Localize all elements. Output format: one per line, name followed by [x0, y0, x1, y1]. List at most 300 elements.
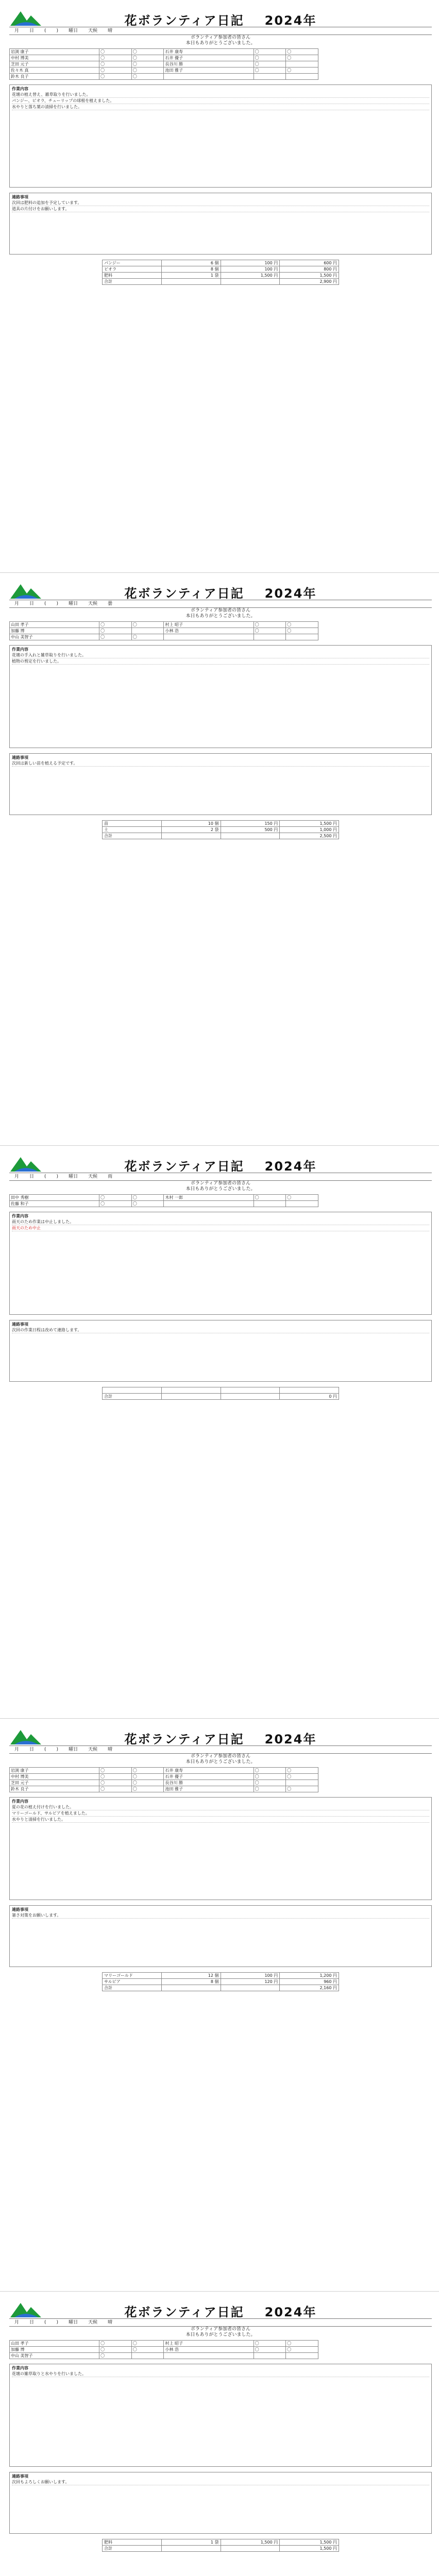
- date-bar-cell: (: [44, 1747, 46, 1752]
- date-bar-cell: 晴: [108, 28, 113, 33]
- date-bar: [9, 1173, 432, 1181]
- subheading: [87, 1181, 354, 1192]
- table-cell: 〇: [286, 622, 318, 628]
- date-bar-cell: 曇: [108, 601, 113, 606]
- expense-cell: マリーゴールド: [103, 1973, 162, 1979]
- table-cell: [164, 1201, 254, 1207]
- table-cell: 〇: [131, 1768, 164, 1774]
- table-row: [10, 74, 318, 80]
- date-bar-cell: (: [44, 1174, 46, 1179]
- expense-cell: 1,500 円: [221, 273, 280, 279]
- table-cell: 〇: [254, 2341, 286, 2347]
- table-cell: 〇: [254, 61, 286, 67]
- table-cell: 〇: [99, 1780, 132, 1786]
- member-table: [9, 1767, 318, 1792]
- table-cell: 〇: [254, 67, 286, 74]
- subheading: [87, 35, 354, 46]
- table-cell: 〇: [254, 622, 286, 628]
- expense-row: [103, 2539, 339, 2546]
- table-cell: 中村 博美: [10, 55, 99, 61]
- note-header: 連絡事項: [12, 1322, 28, 1327]
- expense-row: [103, 1979, 339, 1985]
- table-cell: 〇: [254, 49, 286, 55]
- date-bar-cell: 日: [29, 1174, 35, 1179]
- expense-row: [103, 827, 339, 833]
- title-text: 花ボランティア日記: [124, 2305, 244, 2319]
- page-inner: [9, 1151, 432, 1714]
- date-bar-cell: ): [56, 1174, 59, 1179]
- table-row: [10, 61, 318, 67]
- table-cell: 〇: [99, 49, 132, 55]
- diary-page: [0, 1719, 439, 2292]
- table-cell: 〇: [99, 2353, 132, 2359]
- expense-cell: 6 個: [161, 260, 221, 266]
- table-cell: 〇: [131, 1201, 164, 1207]
- table-row: [10, 622, 318, 628]
- table-cell: 〇: [131, 1786, 164, 1792]
- note-box: [9, 1905, 432, 1967]
- table-cell: [286, 2353, 318, 2359]
- note-box: [9, 2472, 432, 2534]
- note-line: 次回は肥料の追加を予定しています。: [12, 200, 429, 206]
- expense-cell: [161, 279, 221, 285]
- date-bar-cell: 曜日: [69, 1174, 78, 1179]
- expense-grid: [102, 820, 339, 839]
- title-year: 2024年: [264, 13, 317, 28]
- table-cell: 木村 一郎: [164, 1195, 254, 1201]
- subheading-line: 本日もありがとうございました。: [185, 614, 256, 619]
- page-inner: [9, 578, 432, 1141]
- table-row: [10, 2353, 318, 2359]
- table-row: [10, 1774, 318, 1780]
- date-bar-cell: 曜日: [69, 2320, 78, 2325]
- table-cell: 〇: [99, 55, 132, 61]
- table-cell: 〇: [99, 1195, 132, 1201]
- expense-cell: 120 円: [221, 1979, 280, 1985]
- table-row: [10, 628, 318, 634]
- table-cell: 佐藤 和子: [10, 1201, 99, 1207]
- work-line: 花壇の雑草取りと水やりを行いました。: [12, 2371, 429, 2377]
- date-bar-cell: 日: [29, 28, 35, 33]
- table-cell: 〇: [131, 1780, 164, 1786]
- table-row: [10, 1201, 318, 1207]
- date-bar-cell: (: [44, 28, 46, 33]
- subheading: [87, 1754, 354, 1765]
- table-cell: 岩渕 康子: [10, 49, 99, 55]
- table-cell: 村上 昭子: [164, 2341, 254, 2347]
- table-cell: 〇: [99, 1786, 132, 1792]
- date-bar-cell: ): [56, 601, 59, 606]
- title-year: 2024年: [264, 1159, 317, 1174]
- table-cell: 〇: [131, 634, 164, 640]
- note-box: [9, 753, 432, 815]
- date-bar-cell: 月: [14, 28, 20, 33]
- expense-row: [103, 266, 339, 273]
- table-cell: 中山 美智子: [10, 634, 99, 640]
- date-bar-cell: 曜日: [69, 28, 78, 33]
- table-cell: 〇: [131, 2341, 164, 2347]
- subheading-line: ボランティア参加者の皆さん: [190, 1181, 251, 1186]
- table-cell: 長谷川 勝: [164, 61, 254, 67]
- expense-cell: [161, 2546, 221, 2552]
- table-cell: [254, 634, 286, 640]
- table-cell: 〇: [286, 2347, 318, 2353]
- work-line: 花壇の手入れと雑草取りを行いました。: [12, 652, 429, 658]
- subheading-line: 本日もありがとうございました。: [185, 2332, 256, 2337]
- table-cell: 〇: [131, 67, 164, 74]
- table-row: [10, 1195, 318, 1201]
- expense-cell: 合計: [103, 1985, 162, 1991]
- table-row: [10, 634, 318, 640]
- date-bar: [9, 1745, 432, 1754]
- table-cell: [164, 2353, 254, 2359]
- date-bar-cell: 月: [14, 1174, 20, 1179]
- date-bar-cell: 天候: [88, 28, 98, 33]
- table-row: [10, 1768, 318, 1774]
- expense-cell: 8 個: [161, 266, 221, 273]
- table-cell: 〇: [254, 1768, 286, 1774]
- work-header: 作業内容: [12, 647, 28, 652]
- expense-grid: [102, 1972, 339, 1991]
- expense-cell: 1,500 円: [280, 2539, 339, 2546]
- expense-grid: [102, 2539, 339, 2552]
- date-bar-cell: (: [44, 2320, 46, 2325]
- note-box: [9, 193, 432, 255]
- table-cell: 〇: [99, 1201, 132, 1207]
- subheading-line: 本日もありがとうございました。: [185, 1187, 256, 1192]
- date-bar-cell: 日: [29, 2320, 35, 2325]
- expense-row: [103, 833, 339, 839]
- table-cell: 石井 優子: [164, 55, 254, 61]
- expense-row: [103, 279, 339, 285]
- note-header: 連絡事項: [12, 1907, 28, 1912]
- table-cell: 〇: [99, 74, 132, 80]
- table-cell: 〇: [131, 2347, 164, 2353]
- expense-row: [103, 821, 339, 827]
- expense-cell: [221, 1387, 280, 1394]
- member-table: [9, 1194, 318, 1207]
- expense-table: [102, 1387, 339, 1400]
- date-bar-cell: 月: [14, 2320, 20, 2325]
- expense-row: [103, 273, 339, 279]
- note-line: 次回もよろしくお願いします。: [12, 2479, 429, 2485]
- expense-cell: 500 円: [221, 827, 280, 833]
- table-cell: 長谷川 勝: [164, 1780, 254, 1786]
- title-text: 花ボランティア日記: [124, 586, 244, 601]
- expense-cell: 1,500 円: [280, 821, 339, 827]
- date-bar: [9, 600, 432, 608]
- date-bar-cell: 日: [29, 1747, 35, 1752]
- expense-cell: パンジー: [103, 260, 162, 266]
- page-inner: [9, 2297, 432, 2576]
- expense-cell: 12 個: [161, 1973, 221, 1979]
- work-box: [9, 2364, 432, 2467]
- expense-cell: [221, 833, 280, 839]
- table-cell: 〇: [131, 622, 164, 628]
- table-cell: 〇: [131, 1774, 164, 1780]
- work-header: 作業内容: [12, 1214, 28, 1218]
- table-cell: 〇: [254, 55, 286, 61]
- page-title: [9, 583, 432, 601]
- work-line: マリーゴールド、サルビアを植えました。: [12, 1810, 429, 1817]
- subheading-line: ボランティア参加者の皆さん: [190, 608, 251, 613]
- work-line: パンジー、ビオラ、チューリップの球根を植えました。: [12, 98, 429, 104]
- table-cell: 〇: [131, 1195, 164, 1201]
- table-cell: 中山 美智子: [10, 2353, 99, 2359]
- note-header: 連絡事項: [12, 2474, 28, 2479]
- work-line: 水やりと清掃を行いました。: [12, 1817, 429, 1823]
- table-cell: 〇: [254, 1786, 286, 1792]
- expense-cell: [221, 1394, 280, 1400]
- title-year: 2024年: [264, 2305, 317, 2319]
- expense-cell: 2,900 円: [280, 279, 339, 285]
- expense-row: [103, 1973, 339, 1979]
- page-title: [9, 1729, 432, 1747]
- expense-cell: [221, 2546, 280, 2552]
- table-cell: 〇: [99, 2341, 132, 2347]
- diary-page: [0, 0, 439, 573]
- title-year: 2024年: [264, 586, 317, 601]
- date-bar-cell: 晴: [108, 1747, 113, 1752]
- note-line: 暑さ対策をお願いします。: [12, 1912, 429, 1919]
- note-header: 連絡事項: [12, 755, 28, 760]
- table-cell: 鈴木 良子: [10, 1786, 99, 1792]
- expense-cell: 合計: [103, 279, 162, 285]
- expense-cell: 肥料: [103, 273, 162, 279]
- table-cell: [286, 634, 318, 640]
- expense-cell: 1 袋: [161, 273, 221, 279]
- table-cell: 芝田 元子: [10, 61, 99, 67]
- table-cell: [164, 74, 254, 80]
- expense-cell: 1,500 円: [280, 273, 339, 279]
- member-table: [9, 621, 318, 640]
- table-cell: 〇: [99, 628, 132, 634]
- work-box: [9, 84, 432, 188]
- expense-cell: 8 個: [161, 1979, 221, 1985]
- page-title: [9, 10, 432, 28]
- note-line: 道具の片付けをお願いします。: [12, 206, 429, 212]
- title-text: 花ボランティア日記: [124, 13, 244, 28]
- date-bar-cell: 日: [29, 601, 35, 606]
- table-cell: 〇: [286, 1774, 318, 1780]
- subheading-line: ボランティア参加者の皆さん: [190, 35, 251, 40]
- date-bar-cell: (: [44, 601, 46, 606]
- expense-cell: 2,160 円: [280, 1985, 339, 1991]
- expense-cell: 100 円: [221, 266, 280, 273]
- member-table: [9, 2340, 318, 2359]
- table-cell: 〇: [286, 49, 318, 55]
- expense-cell: ビオラ: [103, 266, 162, 273]
- note-line: 次回の作業日程は改めて連絡します。: [12, 1327, 429, 1333]
- table-cell: [254, 2353, 286, 2359]
- table-cell: 岩渕 康子: [10, 1768, 99, 1774]
- note-header: 連絡事項: [12, 195, 28, 199]
- date-bar-cell: 曜日: [69, 601, 78, 606]
- table-cell: 〇: [254, 628, 286, 634]
- table-cell: 鈴木 良子: [10, 74, 99, 80]
- expense-cell: 合計: [103, 1394, 162, 1400]
- work-line: 花壇の植え替え、雑草取りを行いました。: [12, 92, 429, 98]
- subheading: [87, 608, 354, 619]
- work-line: 水やりと落ち葉の清掃を行いました。: [12, 104, 429, 110]
- expense-cell: 0 円: [280, 1394, 339, 1400]
- date-bar-cell: 天候: [88, 601, 98, 606]
- expense-row: [103, 260, 339, 266]
- table-cell: 石井 優子: [164, 1774, 254, 1780]
- red-note: 雨天のため中止: [12, 1225, 429, 1231]
- expense-cell: 1,200 円: [280, 1973, 339, 1979]
- work-header: 作業内容: [12, 87, 28, 91]
- expense-cell: [161, 1985, 221, 1991]
- expense-cell: 600 円: [280, 260, 339, 266]
- table-row: [10, 55, 318, 61]
- work-box: [9, 1212, 432, 1315]
- page-inner: [9, 5, 432, 568]
- expense-cell: 800 円: [280, 266, 339, 273]
- table-cell: 〇: [286, 1786, 318, 1792]
- expense-cell: 1,500 円: [280, 2546, 339, 2552]
- expense-cell: サルビア: [103, 1979, 162, 1985]
- table-cell: 〇: [99, 1774, 132, 1780]
- table-cell: 〇: [99, 67, 132, 74]
- table-row: [10, 67, 318, 74]
- member-table: [9, 48, 318, 80]
- table-cell: 芝田 元子: [10, 1780, 99, 1786]
- subheading-line: 本日もありがとうございました。: [185, 1759, 256, 1765]
- date-bar-cell: ): [56, 28, 59, 33]
- title-text: 花ボランティア日記: [124, 1732, 244, 1747]
- subheading-line: ボランティア参加者の皆さん: [190, 1754, 251, 1759]
- expense-cell: 肥料: [103, 2539, 162, 2546]
- title-year: 2024年: [264, 1732, 317, 1747]
- note-line: 次回は新しい苗を植える予定です。: [12, 760, 429, 767]
- expense-cell: 100 円: [221, 260, 280, 266]
- expense-row: [103, 2546, 339, 2552]
- table-cell: [286, 61, 318, 67]
- expense-cell: 100 円: [221, 1973, 280, 1979]
- diary-page: [0, 573, 439, 1146]
- subheading: [87, 2327, 354, 2338]
- date-bar-cell: ): [56, 1747, 59, 1752]
- diary-page: [0, 1146, 439, 1719]
- table-cell: 石井 康寿: [164, 1768, 254, 1774]
- table-row: [10, 49, 318, 55]
- expense-table: [102, 1972, 339, 1991]
- table-cell: 〇: [286, 67, 318, 74]
- date-bar-cell: 月: [14, 601, 20, 606]
- table-cell: 田中 秀樹: [10, 1195, 99, 1201]
- table-cell: [131, 2353, 164, 2359]
- table-cell: 山田 孝子: [10, 622, 99, 628]
- table-cell: 池田 雅子: [164, 1786, 254, 1792]
- table-cell: 〇: [131, 61, 164, 67]
- note-box: [9, 1320, 432, 1382]
- date-bar: [9, 27, 432, 35]
- table-cell: 〇: [131, 74, 164, 80]
- expense-row: [103, 1985, 339, 1991]
- expense-cell: 苗: [103, 821, 162, 827]
- table-cell: 〇: [131, 55, 164, 61]
- table-cell: [164, 634, 254, 640]
- table-cell: 〇: [99, 2347, 132, 2353]
- table-cell: 〇: [254, 1195, 286, 1201]
- expense-cell: [221, 279, 280, 285]
- table-cell: 小林 浩: [164, 628, 254, 634]
- page-title: [9, 1156, 432, 1174]
- expense-cell: 合計: [103, 2546, 162, 2552]
- table-row: [10, 1786, 318, 1792]
- work-header: 作業内容: [12, 1799, 28, 1804]
- table-cell: 池田 雅子: [164, 67, 254, 74]
- table-cell: 加藤 博: [10, 628, 99, 634]
- table-cell: [286, 1201, 318, 1207]
- table-cell: [254, 1201, 286, 1207]
- table-cell: 〇: [286, 628, 318, 634]
- work-box: [9, 645, 432, 748]
- expense-cell: [161, 1394, 221, 1400]
- table-cell: 〇: [286, 55, 318, 61]
- date-bar-cell: 天候: [88, 2320, 98, 2325]
- title-text: 花ボランティア日記: [124, 1159, 244, 1174]
- table-cell: 〇: [286, 1195, 318, 1201]
- table-cell: 〇: [286, 2341, 318, 2347]
- date-bar-cell: 天候: [88, 1747, 98, 1752]
- date-bar-cell: 晴: [108, 2320, 113, 2325]
- table-row: [10, 1780, 318, 1786]
- expense-table: [102, 260, 339, 285]
- expense-cell: 960 円: [280, 1979, 339, 1985]
- expense-table: [102, 820, 339, 839]
- expense-grid: [102, 1387, 339, 1400]
- work-box: [9, 1797, 432, 1900]
- table-cell: 佐々木 真: [10, 67, 99, 74]
- expense-cell: 10 個: [161, 821, 221, 827]
- expense-row: [103, 1387, 339, 1394]
- expense-cell: 1,500 円: [221, 2539, 280, 2546]
- work-line: 夏の花の植え付けを行いました。: [12, 1804, 429, 1810]
- table-row: [10, 2347, 318, 2353]
- table-cell: [254, 74, 286, 80]
- table-cell: 小林 浩: [164, 2347, 254, 2353]
- work-line: 植物の剪定を行いました。: [12, 658, 429, 665]
- table-cell: 〇: [99, 634, 132, 640]
- table-cell: 〇: [254, 2347, 286, 2353]
- subheading-line: 本日もありがとうございました。: [185, 41, 256, 46]
- table-cell: 〇: [254, 1774, 286, 1780]
- expense-cell: 合計: [103, 833, 162, 839]
- date-bar-cell: 雨: [108, 1174, 113, 1179]
- table-cell: 石井 康寿: [164, 49, 254, 55]
- expense-cell: 2 袋: [161, 827, 221, 833]
- date-bar: [9, 2318, 432, 2327]
- expense-cell: [221, 1985, 280, 1991]
- page-title: [9, 2302, 432, 2320]
- table-cell: [286, 1780, 318, 1786]
- table-cell: 〇: [99, 61, 132, 67]
- subheading-line: ボランティア参加者の皆さん: [190, 2327, 251, 2332]
- expense-row: [103, 1394, 339, 1400]
- table-cell: 〇: [131, 49, 164, 55]
- expense-cell: [280, 1387, 339, 1394]
- table-cell: 中村 博美: [10, 1774, 99, 1780]
- expense-cell: [161, 1387, 221, 1394]
- expense-cell: [161, 833, 221, 839]
- date-bar-cell: ): [56, 2320, 59, 2325]
- table-cell: 〇: [99, 1768, 132, 1774]
- table-row: [10, 2341, 318, 2347]
- expense-cell: 150 円: [221, 821, 280, 827]
- date-bar-cell: 曜日: [69, 1747, 78, 1752]
